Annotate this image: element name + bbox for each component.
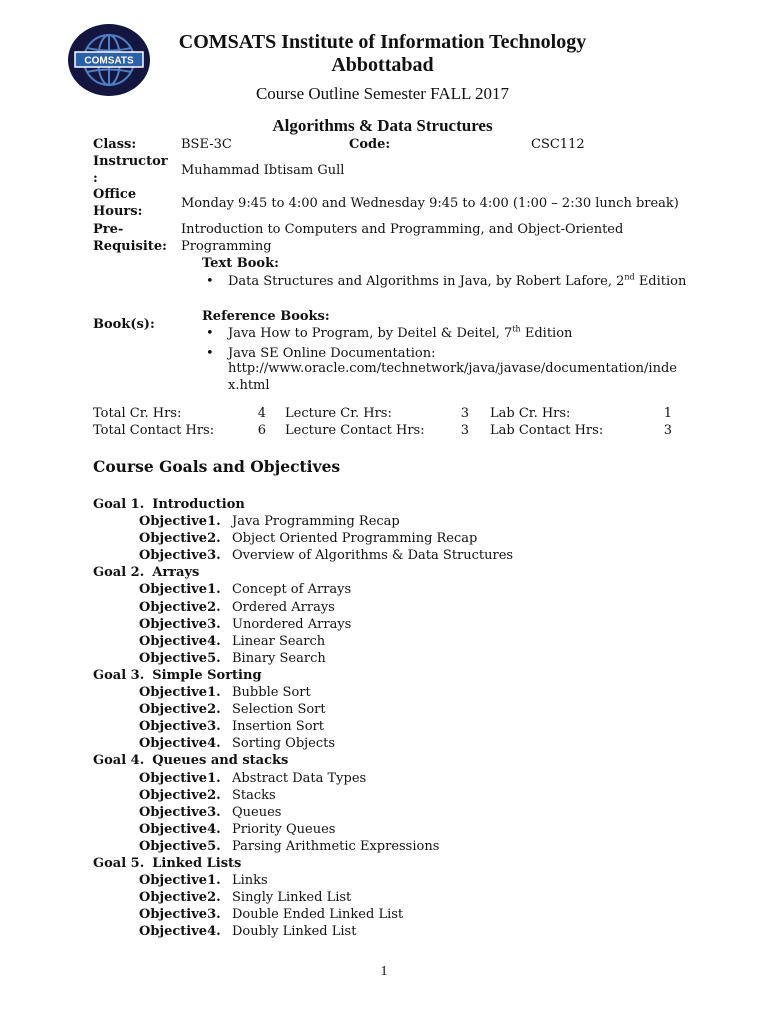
lecture-contact-label: Lecture Contact Hrs: xyxy=(285,423,425,438)
text-book-heading: Text Book: xyxy=(202,256,279,271)
objective-text: Selection Sort xyxy=(232,702,326,718)
goal-number: Goal 4. xyxy=(93,753,145,769)
objective-text: Bubble Sort xyxy=(232,685,311,701)
objective-label: Objective2. xyxy=(139,702,221,718)
objective-text: Overview of Algorithms & Data Structures xyxy=(232,548,514,564)
office-hours-label: Office xyxy=(93,187,137,202)
objective-text: Abstract Data Types xyxy=(232,770,367,786)
objective-text: Doubly Linked List xyxy=(232,924,357,940)
objective-row xyxy=(93,633,713,650)
goal-row xyxy=(93,752,713,769)
objective-label: Objective2. xyxy=(139,599,221,615)
objective-row xyxy=(93,616,713,633)
objective-text: Priority Queues xyxy=(232,821,336,837)
office-hours-value: Monday 9:45 to 4:00 and Wednesday 9:45 to 4:00 (1:00 – 2:30 lunch break) xyxy=(181,196,679,211)
objective-text: Links xyxy=(232,873,268,889)
campus-name: Abbottabad xyxy=(331,54,434,76)
goal-number: Goal 1. xyxy=(93,497,145,512)
objective-row xyxy=(93,718,713,735)
objective-row xyxy=(93,923,713,940)
objective-label: Objective1. xyxy=(139,685,221,701)
objective-text: Double Ended Linked List xyxy=(232,907,404,923)
goals-heading: Course Goals and Objectives xyxy=(93,457,341,476)
objective-label: Objective5. xyxy=(139,650,221,666)
objective-label: Objective3. xyxy=(139,719,221,735)
reference-books-heading: Reference Books: xyxy=(202,309,330,324)
objective-row xyxy=(93,838,713,855)
prerequisite-label: Pre- xyxy=(93,222,124,237)
objective-text: Insertion Sort xyxy=(232,719,324,735)
goal-number: Goal 2. xyxy=(93,565,145,581)
objective-row xyxy=(93,804,713,821)
objective-label: Objective2. xyxy=(139,890,221,906)
objective-text: Unordered Arrays xyxy=(232,616,352,632)
goal-row xyxy=(93,564,713,581)
objective-row xyxy=(93,821,713,838)
objective-text: Singly Linked List xyxy=(232,890,352,906)
objective-text: Binary Search xyxy=(232,650,326,666)
objective-text: Object Oriented Programming Recap xyxy=(232,531,478,547)
objective-text: Parsing Arithmetic Expressions xyxy=(232,838,440,854)
objective-label: Objective3. xyxy=(139,616,221,632)
goal-title: Queues and stacks xyxy=(152,753,289,769)
instructor-label: Instructor xyxy=(93,154,168,169)
goal-number: Goal 5. xyxy=(93,855,145,871)
class-label: Class: xyxy=(93,137,137,152)
objective-label: Objective1. xyxy=(139,514,221,530)
objective-text: Stacks xyxy=(232,787,276,803)
objective-row xyxy=(93,872,713,889)
objective-row xyxy=(93,530,713,547)
objective-row xyxy=(93,581,713,598)
goals-list xyxy=(93,496,713,940)
page-number: 1 xyxy=(380,964,388,979)
lab-cr-value: 1 xyxy=(663,406,672,421)
code-value: CSC112 xyxy=(531,137,585,152)
prerequisite-label-2: Requisite: xyxy=(93,239,167,254)
reference-doc-item: Java SE Online Documentation: xyxy=(228,346,436,361)
goal-row xyxy=(93,496,713,513)
objective-row xyxy=(93,770,713,787)
objective-label: Objective3. xyxy=(139,548,221,564)
objective-label: Objective4. xyxy=(139,736,221,752)
objective-label: Objective1. xyxy=(139,770,221,786)
objective-label: Objective2. xyxy=(139,531,221,547)
prerequisite-value: Introduction to Computers and Programming, and Object-Oriented xyxy=(181,222,624,237)
objective-label: Objective4. xyxy=(139,924,221,940)
lecture-cr-label: Lecture Cr. Hrs: xyxy=(285,406,392,421)
objective-label: Objective4. xyxy=(139,821,221,837)
lab-cr-label: Lab Cr. Hrs: xyxy=(490,406,571,421)
class-value: BSE-3C xyxy=(181,137,232,152)
objective-text: Linear Search xyxy=(232,633,326,649)
comsats-logo xyxy=(67,23,151,97)
objective-text: Sorting Objects xyxy=(232,736,336,752)
course-title: Algorithms & Data Structures xyxy=(272,116,493,135)
goal-title: Introduction xyxy=(152,497,245,512)
bullet-icon: • xyxy=(206,346,214,361)
logo-text: COMSATS xyxy=(84,55,134,67)
institute-name: COMSATS Institute of Information Technology xyxy=(178,31,587,53)
instructor-value: Muhammad Ibtisam Gull xyxy=(181,163,345,178)
objective-text: Java Programming Recap xyxy=(232,514,400,530)
instructor-label-colon: : xyxy=(93,171,98,186)
goal-row xyxy=(93,667,713,684)
objective-row xyxy=(93,513,713,530)
goal-title: Arrays xyxy=(152,565,200,581)
total-contact-value: 6 xyxy=(257,423,266,438)
objective-row xyxy=(93,650,713,667)
lecture-contact-value: 3 xyxy=(460,423,469,438)
text-book-item: Data Structures and Algorithms in Java, by Robert Lafore, 2nd Edition xyxy=(228,272,687,289)
bullet-icon: • xyxy=(206,274,214,289)
semester-title: Course Outline Semester FALL 2017 xyxy=(255,84,510,103)
objective-row xyxy=(93,684,713,701)
objective-row xyxy=(93,701,713,718)
goal-row xyxy=(93,855,713,872)
reference-doc-url-cont: x.html xyxy=(228,378,270,393)
lab-contact-label: Lab Contact Hrs: xyxy=(490,423,604,438)
lab-contact-value: 3 xyxy=(663,423,672,438)
lecture-cr-value: 3 xyxy=(460,406,469,421)
objective-label: Objective3. xyxy=(139,804,221,820)
objective-text: Queues xyxy=(232,804,282,820)
reference-doc-url: http://www.oracle.com/technetwork/java/javase/documentation/inde xyxy=(228,361,677,376)
reference-book-item: Java How to Program, by Deitel & Deitel, 7th Edition xyxy=(228,324,573,341)
goal-number: Goal 3. xyxy=(93,667,145,683)
objective-row xyxy=(93,599,713,616)
total-cr-value: 4 xyxy=(257,406,266,421)
objective-row xyxy=(93,906,713,923)
objective-row xyxy=(93,547,713,564)
objective-label: Objective4. xyxy=(139,633,221,649)
objective-row xyxy=(93,787,713,804)
total-cr-label: Total Cr. Hrs: xyxy=(93,406,182,421)
objective-row xyxy=(93,735,713,752)
objective-label: Objective2. xyxy=(139,787,221,803)
goal-title: Linked Lists xyxy=(152,855,242,871)
bullet-icon: • xyxy=(206,326,214,341)
goal-title: Simple Sorting xyxy=(152,667,262,683)
objective-label: Objective5. xyxy=(139,838,221,854)
objective-label: Objective1. xyxy=(139,873,221,889)
objective-label: Objective1. xyxy=(139,582,221,598)
books-label: Book(s): xyxy=(93,317,155,332)
code-label: Code: xyxy=(349,137,391,152)
total-contact-label: Total Contact Hrs: xyxy=(93,423,215,438)
objective-label: Objective3. xyxy=(139,907,221,923)
objective-text: Concept of Arrays xyxy=(232,582,352,598)
office-hours-label-2: Hours: xyxy=(93,204,143,219)
objective-row xyxy=(93,889,713,906)
prerequisite-value-2: Programming xyxy=(181,239,272,254)
objective-text: Ordered Arrays xyxy=(232,599,335,615)
